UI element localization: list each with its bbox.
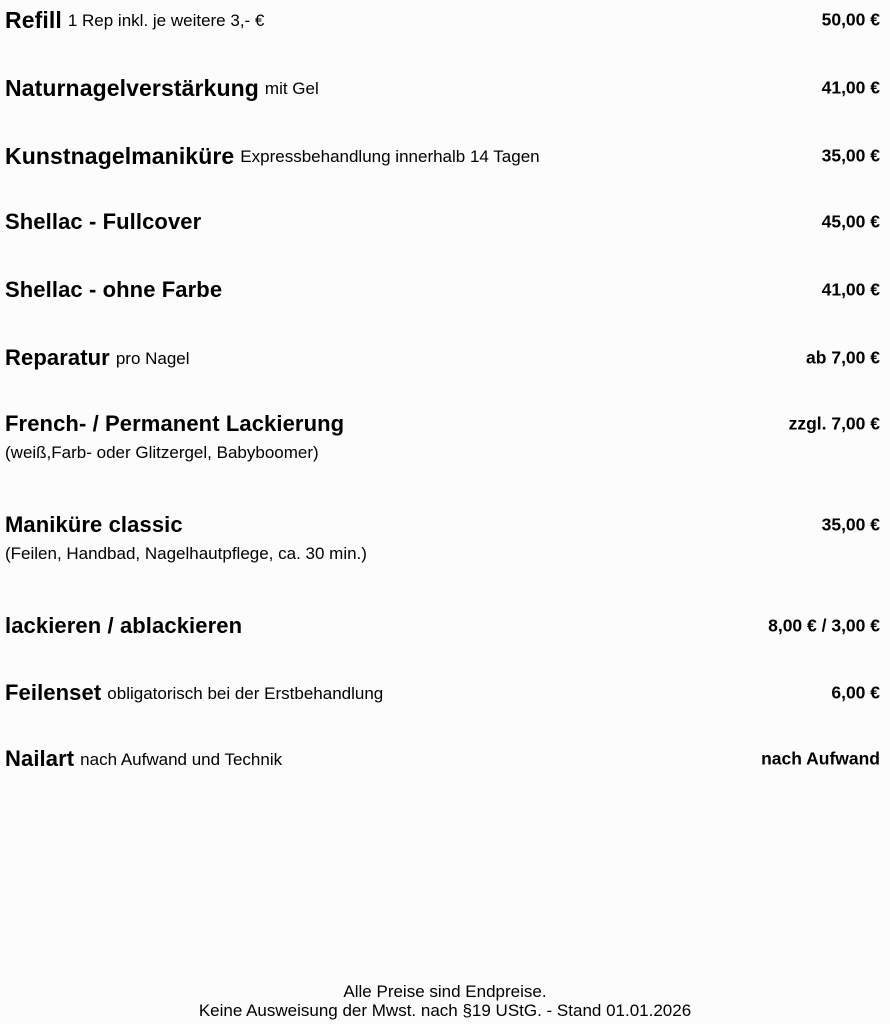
price-item-french-permanent bbox=[5, 408, 880, 463]
price-item-refill bbox=[5, 4, 880, 36]
item-name: lackieren / ablackieren bbox=[5, 613, 243, 638]
item-price: 41,00 € bbox=[821, 77, 880, 98]
price-item-kunstnagelmanikuere bbox=[5, 140, 880, 172]
item-name: Feilenset bbox=[5, 680, 102, 705]
item-name: Shellac - Fullcover bbox=[5, 209, 202, 234]
item-name: Kunstnagelmaniküre bbox=[5, 142, 235, 169]
item-description: (weiß,Farb- oder Glitzergel, Babyboomer) bbox=[5, 443, 319, 462]
price-item-reparatur bbox=[5, 342, 880, 374]
item-name: Refill bbox=[5, 6, 62, 33]
item-note: mit Gel bbox=[264, 79, 319, 98]
item-note: nach Aufwand und Technik bbox=[80, 750, 283, 769]
item-name: Reparatur bbox=[5, 345, 110, 370]
footer-line-tax: Keine Ausweisung der Mwst. nach §19 UStG. - Stand 01.01.2026 bbox=[198, 1001, 692, 1020]
item-price: 6,00 € bbox=[831, 682, 880, 703]
item-note: pro Nagel bbox=[115, 349, 190, 368]
item-note: 1 Rep inkl. je weitere 3,- € bbox=[67, 11, 265, 30]
item-price: 35,00 € bbox=[821, 514, 880, 535]
item-price: 41,00 € bbox=[821, 279, 880, 300]
item-name: Shellac - ohne Farbe bbox=[5, 277, 223, 302]
item-price: zzgl. 7,00 € bbox=[788, 413, 880, 434]
price-item-naturnagelverstaerkung bbox=[5, 72, 880, 104]
item-price: 45,00 € bbox=[821, 211, 880, 232]
item-price: 8,00 € / 3,00 € bbox=[768, 615, 880, 636]
price-item-shellac-fullcover bbox=[5, 206, 880, 238]
item-name: Nailart bbox=[5, 746, 75, 771]
price-item-feilenset bbox=[5, 677, 880, 709]
item-description: (Feilen, Handbad, Nagelhautpflege, ca. 30 min.) bbox=[5, 544, 367, 563]
price-item-nailart bbox=[5, 743, 880, 775]
item-name: Naturnagelverstärkung bbox=[5, 74, 259, 101]
footer-line-prices: Alle Preise sind Endpreise. bbox=[343, 982, 547, 1001]
item-price: nach Aufwand bbox=[761, 748, 880, 769]
item-name: Maniküre classic bbox=[5, 512, 183, 537]
item-name: French- / Permanent Lackierung bbox=[5, 411, 345, 436]
item-price: ab 7,00 € bbox=[806, 347, 880, 368]
price-item-lackieren bbox=[5, 610, 880, 642]
footer-notice bbox=[0, 982, 890, 1020]
item-price: 35,00 € bbox=[821, 145, 880, 166]
price-item-shellac-ohne-farbe bbox=[5, 274, 880, 306]
price-item-manikuere-classic bbox=[5, 509, 880, 564]
item-note: obligatorisch bei der Erstbehandlung bbox=[107, 684, 384, 703]
item-note: Expressbehandlung innerhalb 14 Tagen bbox=[240, 147, 540, 166]
item-price: 50,00 € bbox=[821, 9, 880, 30]
